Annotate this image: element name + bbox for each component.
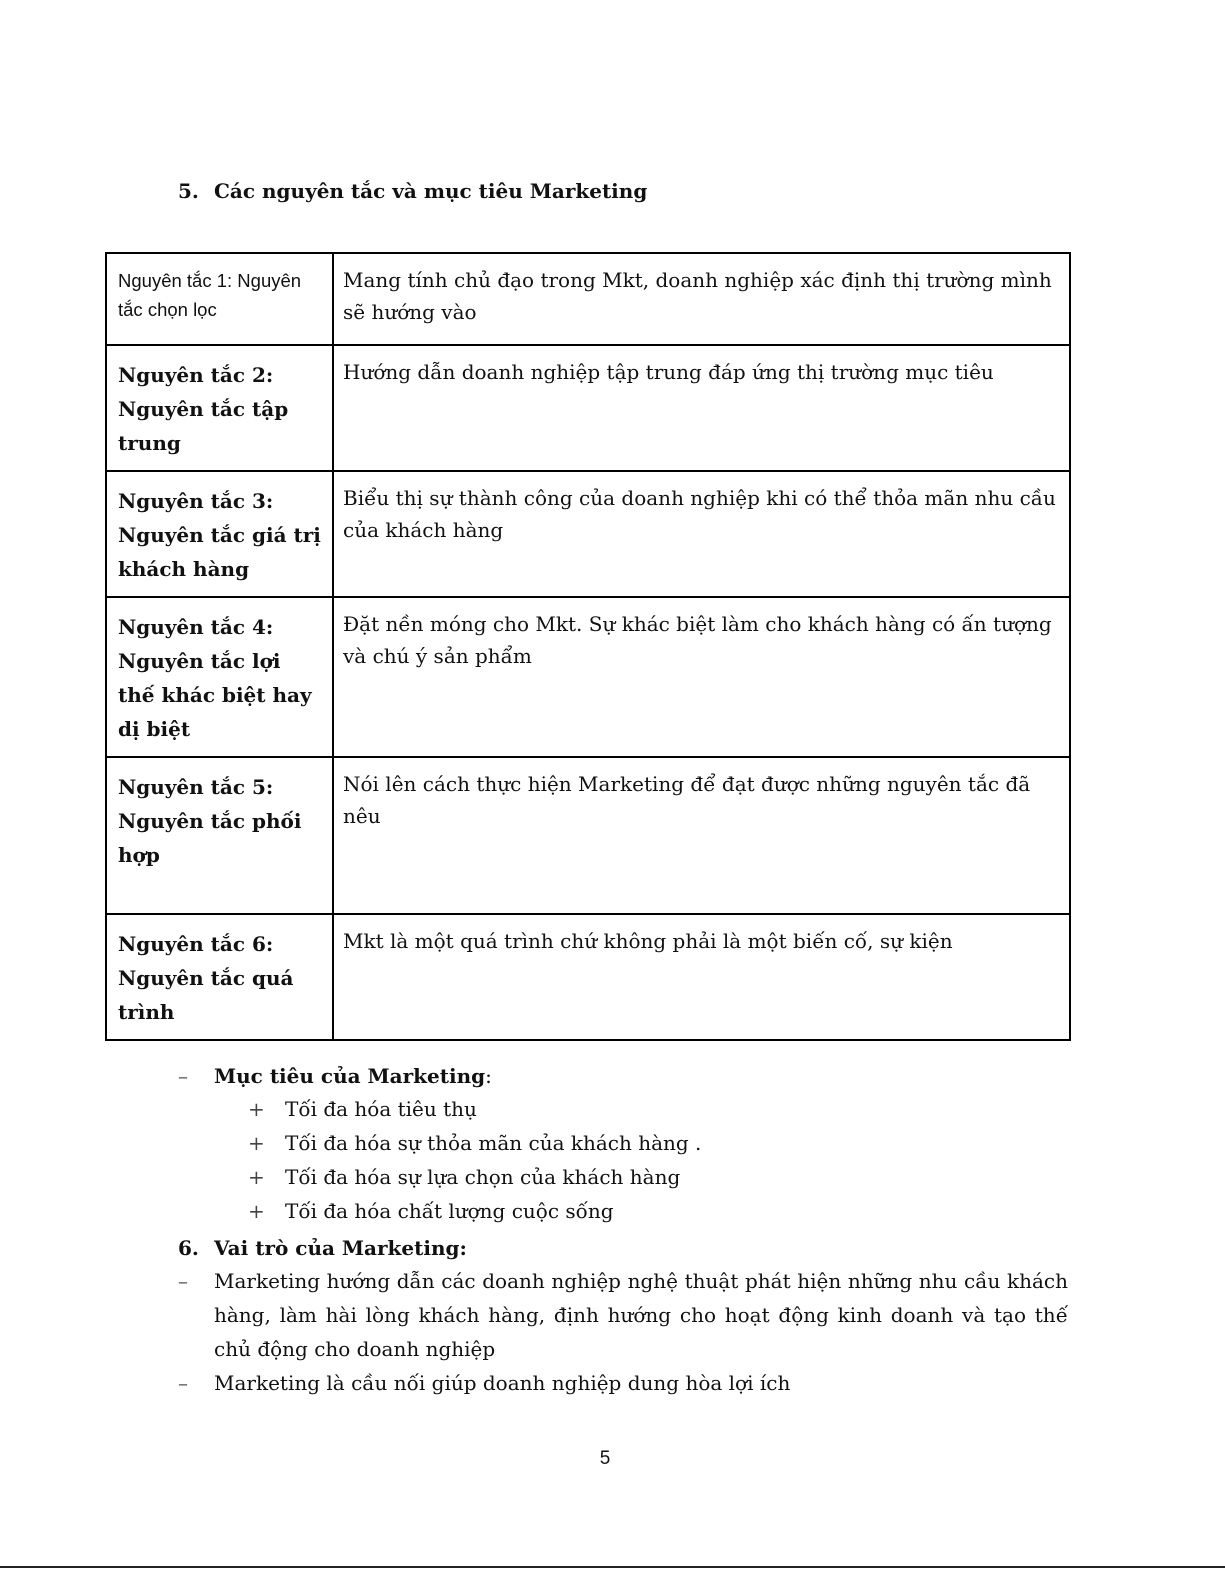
principle-name: Nguyên tắc 2: Nguyên tắc tập trung: [106, 345, 333, 471]
plus-bullet: +: [248, 1097, 265, 1121]
objective-text: Tối đa hóa tiêu thụ: [285, 1097, 477, 1121]
list-item: [178, 1366, 1068, 1400]
principle-description: Mkt là một quá trình chứ không phải là một biến cố, sự kiện: [333, 914, 1070, 1040]
table-row: [106, 597, 1070, 757]
table-row: [106, 345, 1070, 471]
section-6-number: 6.: [178, 1236, 199, 1260]
page-number: 5: [599, 1448, 611, 1469]
list-item: [178, 1264, 1068, 1366]
section-5-title: Các nguyên tắc và mục tiêu Marketing: [214, 179, 648, 203]
plus-bullet: +: [248, 1131, 265, 1155]
role-text: Marketing là cầu nối giúp doanh nghiệp dung hòa lợi ích: [214, 1371, 791, 1395]
section-5-heading: [178, 177, 647, 205]
principle-description: Nói lên cách thực hiện Marketing để đạt được những nguyên tắc đã nêu: [333, 757, 1070, 914]
objective-text: Tối đa hóa sự lựa chọn của khách hàng: [285, 1165, 681, 1189]
list-item: [178, 1092, 1068, 1126]
dash-bullet: –: [178, 1371, 188, 1395]
objective-text: Tối đa hóa sự thỏa mãn của khách hàng .: [285, 1131, 702, 1155]
plus-bullet: +: [248, 1199, 265, 1223]
dash-bullet: –: [178, 1064, 188, 1088]
section-6-heading: [178, 1234, 1068, 1262]
principle-name: Nguyên tắc 1: Nguyên tắc chọn lọc: [106, 253, 333, 345]
principle-name: Nguyên tắc 6: Nguyên tắc quá trình: [106, 914, 333, 1040]
table-row: [106, 471, 1070, 597]
objectives-list: [178, 1060, 1068, 1228]
table-row: [106, 757, 1070, 914]
principle-name: Nguyên tắc 4: Nguyên tắc lợi thế khác biệt hay dị biệt: [106, 597, 333, 757]
objectives-label: Mục tiêu của Marketing: [214, 1064, 486, 1088]
principle-name: Nguyên tắc 5: Nguyên tắc phối hợp: [106, 757, 333, 914]
page-bottom-edge: [0, 1566, 1225, 1568]
principle-description: Đặt nền móng cho Mkt. Sự khác biệt làm cho khách hàng có ấn tượng và chú ý sản phẩm: [333, 597, 1070, 757]
list-item: [178, 1126, 1068, 1160]
principles-table: [105, 252, 1071, 1041]
principle-description: Biểu thị sự thành công của doanh nghiệp khi có thể thỏa mãn nhu cầu của khách hàng: [333, 471, 1070, 597]
dash-bullet: –: [178, 1269, 188, 1293]
list-item: [178, 1160, 1068, 1194]
list-item: [178, 1194, 1068, 1228]
objectives-colon: :: [485, 1064, 492, 1088]
objective-text: Tối đa hóa chất lượng cuộc sống: [285, 1199, 614, 1223]
principle-description: Hướng dẫn doanh nghiệp tập trung đáp ứng thị trường mục tiêu: [333, 345, 1070, 471]
table-row: [106, 253, 1070, 345]
principle-description: Mang tính chủ đạo trong Mkt, doanh nghiệp xác định thị trường mình sẽ hướng vào: [333, 253, 1070, 345]
table-row: [106, 914, 1070, 1040]
section-6: [178, 1234, 1068, 1400]
section-6-title: Vai trò của Marketing:: [214, 1236, 467, 1260]
principle-name: Nguyên tắc 3: Nguyên tắc giá trị khách hàng: [106, 471, 333, 597]
role-text: Marketing hướng dẫn các doanh nghiệp nghệ thuật phát hiện những nhu cầu khách hàng, làm hài lòng khách hàng, định hướng cho hoạt động kinh doanh và tạo thế chủ động cho doanh nghiệp: [214, 1269, 1068, 1361]
plus-bullet: +: [248, 1165, 265, 1189]
objectives-heading: [178, 1060, 1068, 1092]
section-5-number: 5.: [178, 179, 199, 203]
